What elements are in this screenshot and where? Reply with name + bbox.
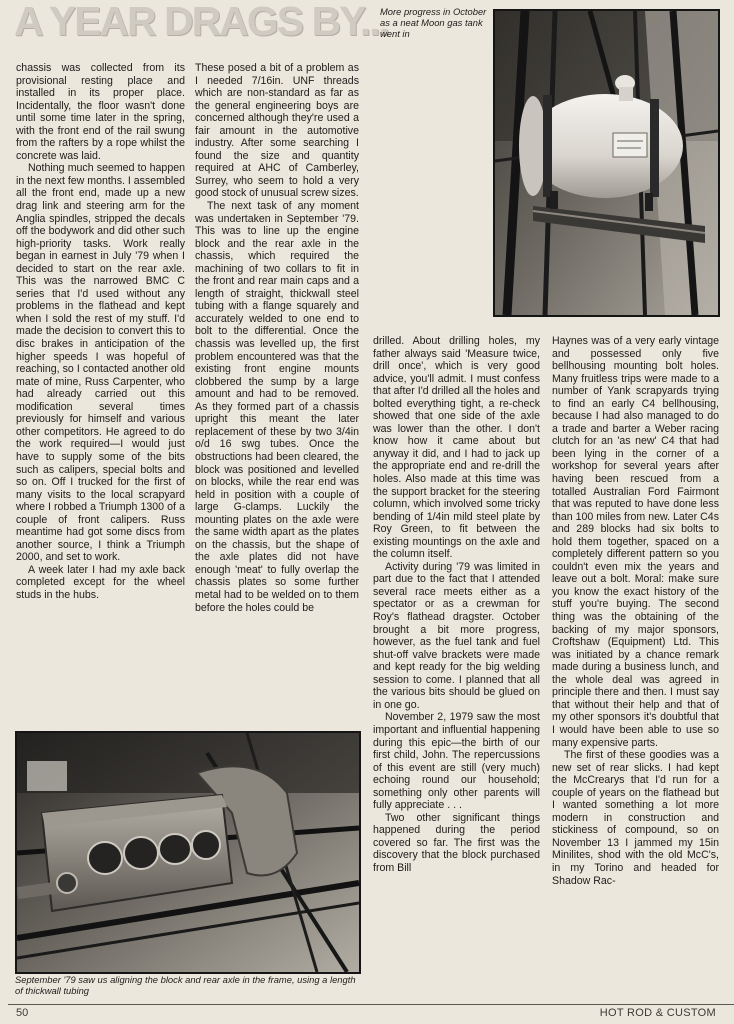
magazine-name: HOT ROD & CUSTOM [599, 1007, 716, 1019]
caption-tank-photo: More progress in October as a neat Moon gas tank went in [380, 6, 487, 40]
headline: A YEAR DRAGS BY... [14, 0, 389, 44]
caption-block-photo: September '79 saw us aligning the block and rear axle in the frame, using a length of thickwall tubing [15, 974, 356, 997]
paragraph: Nothing much seemed to happen in the next few months. I assembled all the front end, made up a new drag link and steering arm for the Anglia spindles, stripped the decals off the bodywork and did other such high-priority tasks. Work really began in earnest in July '79 when I decided to start on the rear axle. This was the narrowed BMC C series that I'd used without any problems in the flathead and kept when I sold the rest of my stuff. I'd made the decision to convert this to disc brakes in anticipation of the higher speeds I was hopeful of reaching, so I contacted another old mate of mine, Russ Carpenter, who had already carried out this modification several times previously for himself and various other competitors. He agreed to do the work required—I would just have to supply some of the bits such as calipers, special bolts and so on. Off I trucked for the first of many visits to the local scrapyard where I robbed a Triumph 1300 of a couple of front calipers. Russ meantime had got some discs from another source, I think a Triumph 2000, and set to work. [16, 162, 185, 564]
column-4 [552, 335, 719, 1001]
paragraph: The next task of any moment was undertaken in September '79. This was to line up the engine block and the rear axle in the chassis, which required the machining of two collars to fit in the front and rear main caps and a length of straight, thickwall steel tubing with a flange squarely and accurately welded to one end to bolt to the differential. Once the chassis was levelled up, the first problem encountered was that the existing front engine mounts clobbered the sump by a large amount and had to be removed. As they formed part of a chassis upright this meant the later replacement of these by two 3/4in o/d 16 swg tubes. Once the obstructions had been cleared, the block was positioned and levelled on blocks, while the rear end was held in position with a couple of large G-clamps. Luckily the mounting plates on the axle were the same width apart as the plates on the chassis, but the shape of the axle plates did not have enough 'meat' to fully overlap the chassis plates so some further metal had to be welded on to them before the holes could be [195, 200, 359, 614]
paragraph: The first of these goodies was a new set of rear slicks. I had kept the McCrearys that I'd run for a couple of years on the flathead but I wanted something a lot more modern in construction and stickiness of compound, so on November 13 I jammed my 15in Minilites, shod with the old McC's, in my Torino and headed for Shadow Rac- [552, 749, 719, 887]
footer-rule [8, 1004, 734, 1005]
column-2 [195, 62, 359, 726]
paragraph: chassis was collected from its provisional resting place and installed in its proper place. Incidentally, the floor wasn't done until some time later in the spring, with the front end of the rail swung from the rafters by a rope whilst the concrete was laid. [16, 62, 185, 162]
paragraph: drilled. About drilling holes, my father always said 'Measure twice, drill once', which is very good advice, you'll admit. I must confess that after I'd drilled all the holes and bolted everything tight, a re-check showed that one side of the axle was lower than the other. I don't know how it came about but anyway it did, and I had to jack up the appropriate end and re-drill the holes. Also made at this time was the support bracket for the steering column, which involved some tricky bending of 1/4in mild steel plate by Roy Green, to fit between the existing mountings on the axle and the column itself. [373, 335, 540, 561]
paragraph: Haynes was of a very early vintage and possessed only five bellhousing mounting bolt holes. Many fruitless trips were made to a number of Yank scrapyards trying to find an early C4 bellhousing, because I had also managed to do a trade and barter a Weber racing clutch for an 'as new' C4 that had been lying in the corner of a workshop for several years after having been rescued from a totalled Australian Ford Fairmont that was reputed to have done less than 100 miles from new. Later C4s and 289 blocks had six bolts to hold them together, spaced on a completely different pattern so you couldn't even mix the years and leave out a bolt. Moral: make sure you know the exact history of the stuff you're buying. The second thing was the obtaining of the backing of my major sponsors, Croftshaw (Equipment) Ltd. This was initiated by a chance remark made during a business lunch, and the whole deal was agreed in principle there and then. I must say that without their help and that of my other sponsors it's doubtful that I would have been able to use so many expensive parts. [552, 335, 719, 749]
column-3 [373, 335, 540, 1001]
column-1 [16, 62, 185, 726]
photo-gas-tank [493, 9, 720, 317]
paragraph: November 2, 1979 saw the most important and influential happening during this epic—the birth of our first child, John. The repercussions of this event are still (very much) echoing round our household; something only other parents will fully appreciate . . . [373, 711, 540, 812]
photo-engine-block [15, 731, 361, 974]
paragraph: Activity during '79 was limited in part due to the fact that I attended several race meets either as a spectator or as a crewman for Roy's flathead dragster. October brought a bit more progress, however, as the fuel tank and fuel shut-off valve brackets were made and kept ready for the big welding session to come. I planned that all the various bits should be glued on in one go. [373, 560, 540, 711]
paragraph: These posed a bit of a problem as I needed 7/16in. UNF threads which are non-standard as far as the general engineering boys are concerned although they're used a fair amount in the automotive industry. After some searching I found the size and quantity required at AHC of Camberley, Surrey, who seem to hold a very good stock of unusual screw sizes. [195, 62, 359, 200]
page-number: 50 [16, 1007, 29, 1019]
paragraph: A week later I had my axle back completed except for the wheel studs in the hubs. [16, 563, 185, 601]
paragraph: Two other significant things happened during the period covered so far. The first was the discovery that the block purchased from Bill [373, 811, 540, 874]
